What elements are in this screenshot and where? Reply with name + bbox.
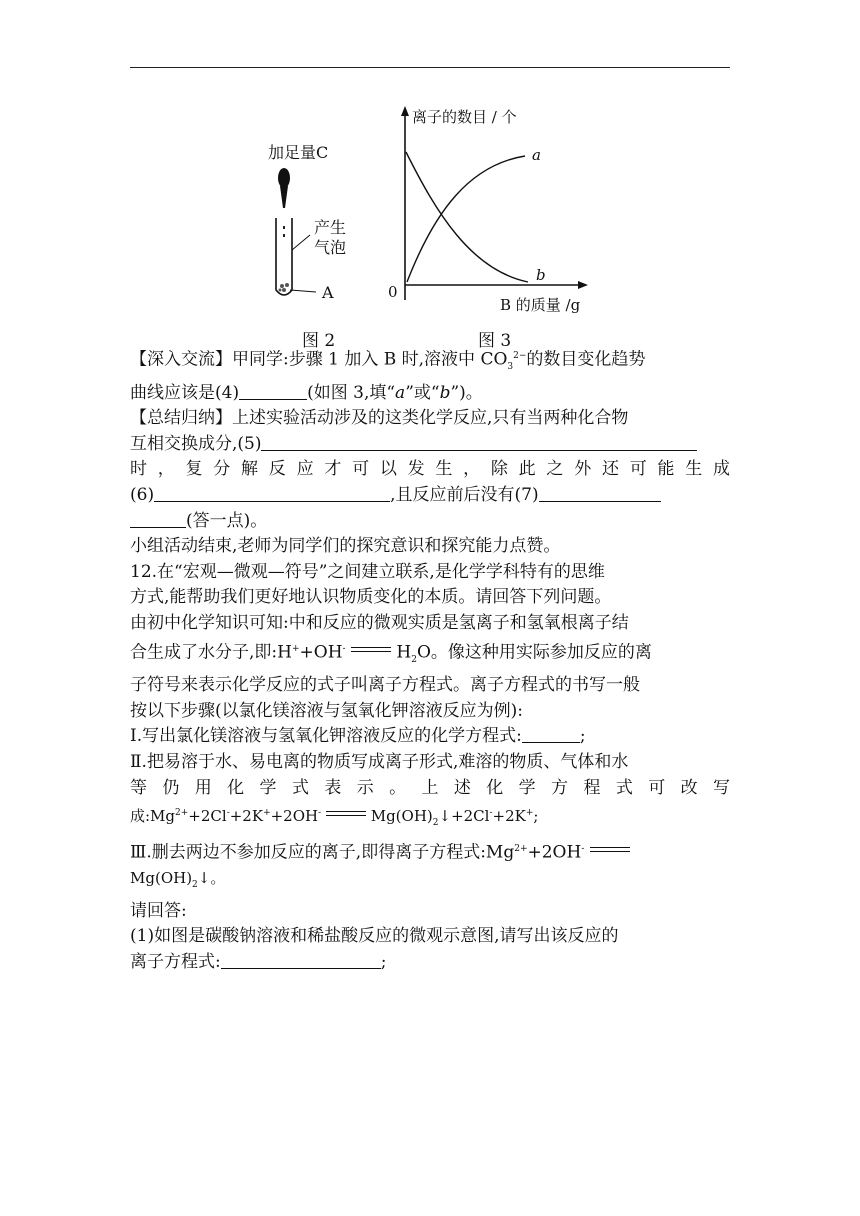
text-line: (答一点)。 [130, 509, 730, 535]
text-line: 【深入交流】甲同学:步骤 1 加入 B 时,溶液中 $CO_3^{2-}$的数目变化趋势 [130, 349, 646, 373]
text-line: 合生成了水分子,即:H++OH- $H_2O$。像这种用实际参加反应的离 [130, 642, 652, 665]
text-line: $Mg(OH)_2↓$。 [130, 869, 226, 891]
answer-blank-step1[interactable] [522, 726, 580, 743]
equals-sign [326, 809, 366, 819]
answer-blank-q1[interactable] [221, 952, 381, 969]
document-body [130, 344, 730, 975]
test-tube [276, 218, 292, 295]
fig3-y-axis-label: 离子的数目 / 个 [412, 108, 517, 126]
text-line: 离子方程式: ; [130, 951, 387, 972]
y-axis-arrow [401, 106, 409, 116]
answer-blank-5[interactable] [261, 434, 697, 451]
equals-sign [590, 845, 630, 855]
equals-sign [351, 645, 391, 655]
text-line: 方式,能帮助我们更好地认识物质变化的本质。请回答下列问题。 [130, 587, 612, 608]
text-line: (1)如图是碳酸钠溶液和稀盐酸反应的微观示意图,请写出该反应的 [130, 926, 619, 947]
text-line: 等仍用化学式表示。上述化学方程式可改写 [130, 777, 730, 798]
text-line: 按以下步骤(以氯化镁溶液与氢氧化钾溶液反应为例): [130, 700, 523, 721]
drop [283, 226, 285, 229]
text-line: 互相交换成分,(5) [130, 432, 730, 458]
text-line: 子符号来表示化学反应的式子叫离子方程式。离子方程式的书写一般 [130, 675, 640, 696]
fig3-x-axis-label: B 的质量 /g [500, 296, 581, 314]
fig3-curve-a-label: a [532, 146, 541, 164]
text-line: Ⅰ.写出氯化镁溶液与氢氧化钾溶液反应的化学方程式: ; [130, 726, 586, 747]
dropper-bulb [278, 168, 290, 188]
drop [283, 234, 285, 237]
text-line: Ⅱ.把易溶于水、易电离的物质写成离子形式,难溶的物质、气体和水 [130, 752, 629, 772]
answer-blank-7-cont[interactable] [130, 511, 186, 528]
fig2-bubbles-label: 产生 气泡 [314, 218, 347, 257]
header-rule [130, 67, 730, 68]
fig2-a-label: A [322, 283, 334, 302]
text-line: Ⅲ.删去两边不参加反应的离子,即得离子方程式$:Mg^{2+}+2OH^-$ [130, 837, 730, 866]
text-line: 【总结归纳】上述实验活动涉及的这类化学反应,只有当两种化合物 [130, 408, 629, 429]
text-line: 时，复分解反应才可以发生，除此之外还可能生成 [130, 459, 730, 480]
fig3-curve-b-label: b [536, 266, 546, 284]
text-line: 小组活动结束,老师为同学们的探究意识和探究能力点赞。 [130, 536, 561, 557]
text-line: 成$:Mg^{2+}+2Cl^-+2K^++2OH^-$ $Mg(OH)_2↓+2Cl^-+2K^+$; [130, 807, 539, 829]
answer-blank-7[interactable] [539, 485, 661, 502]
dropper-tip [280, 186, 288, 208]
answer-blank-4[interactable] [239, 383, 307, 400]
text-line: 12.在“宏观—微观—符号”之间建立联系,是化学学科特有的思维 [130, 561, 605, 582]
fig3-origin-label: 0 [388, 283, 398, 301]
text-line: 曲线应该是(4) (如图 3,填“a”或“b”)。 [130, 382, 483, 403]
text-line: 请回答: [130, 900, 187, 921]
fig2-caption: 图 2 [302, 331, 336, 351]
x-axis-arrow [578, 281, 588, 289]
curve-b [406, 152, 528, 282]
text-line: 由初中化学知识可知:中和反应的微观实质是氢离子和氢氧根离子结 [130, 612, 629, 633]
fig3-caption: 图 3 [478, 331, 512, 351]
answer-blank-6[interactable] [154, 485, 390, 502]
curve-a [407, 156, 525, 282]
fig2-top-label: 加足量C [268, 143, 329, 162]
figures [260, 100, 600, 350]
text-line: (6) ,且反应前后没有(7) [130, 483, 730, 509]
